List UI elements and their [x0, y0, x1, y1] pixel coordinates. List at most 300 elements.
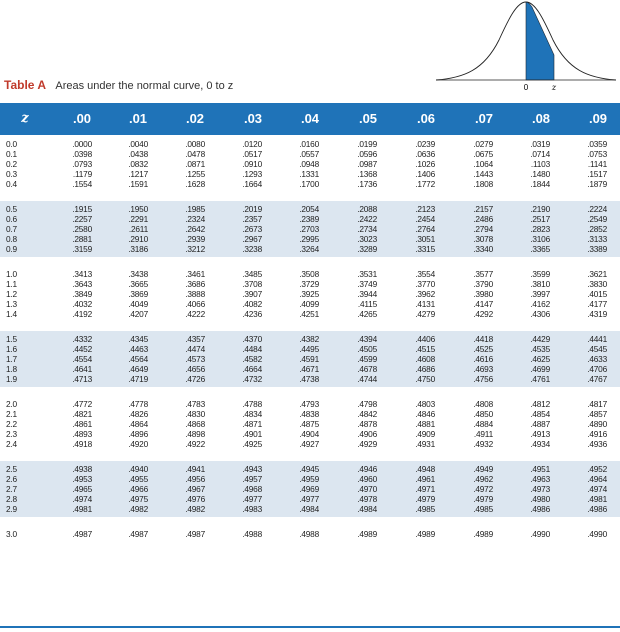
area-value: .3621 — [587, 269, 607, 279]
area-value: .2910 — [128, 234, 148, 244]
area-value: .4441 — [587, 334, 607, 344]
area-value: .4834 — [242, 409, 262, 419]
normal-curve-figure — [434, 0, 620, 92]
area-value: .4821 — [72, 409, 92, 419]
area-value: .1772 — [415, 179, 435, 189]
table-row — [0, 204, 620, 214]
area-value: .3340 — [473, 244, 493, 254]
z-value: 0.9 — [6, 244, 17, 254]
z-value: 2.4 — [6, 439, 17, 449]
area-value: .1844 — [530, 179, 550, 189]
table-row — [0, 374, 620, 384]
z-value: 1.6 — [6, 344, 17, 354]
table-row — [0, 419, 620, 429]
area-value: .4929 — [357, 439, 377, 449]
area-value: .4871 — [242, 419, 262, 429]
area-value: .3438 — [128, 269, 148, 279]
area-value: .4772 — [72, 399, 92, 409]
area-value: .4798 — [357, 399, 377, 409]
area-value: .4988 — [242, 529, 262, 539]
col-head-04: .04 — [300, 111, 320, 126]
area-value: .4429 — [530, 334, 550, 344]
table-row — [0, 269, 620, 279]
area-value: .4582 — [242, 354, 262, 364]
area-value: .3051 — [415, 234, 435, 244]
area-value: .4744 — [357, 374, 377, 384]
area-value: .4115 — [357, 299, 377, 309]
table-row — [0, 169, 620, 179]
area-value: .4920 — [128, 439, 148, 449]
area-value: .1368 — [357, 169, 377, 179]
area-value: .4989 — [473, 529, 493, 539]
area-value: .4945 — [299, 464, 319, 474]
area-value: .4830 — [185, 409, 205, 419]
table-row — [0, 139, 620, 149]
area-value: .4015 — [587, 289, 607, 299]
table-row — [0, 529, 620, 539]
area-value: .4956 — [185, 474, 205, 484]
area-value: .4961 — [415, 474, 435, 484]
area-value: .3577 — [473, 269, 493, 279]
area-value: .4985 — [415, 504, 435, 514]
area-value: .4750 — [415, 374, 435, 384]
area-value: .4989 — [415, 529, 435, 539]
area-value: .0040 — [128, 139, 148, 149]
table-row — [0, 354, 620, 364]
area-value: .0987 — [357, 159, 377, 169]
area-value: .4591 — [299, 354, 319, 364]
area-value: .0517 — [242, 149, 262, 159]
z-value: 0.3 — [6, 169, 17, 179]
z-value: 1.1 — [6, 279, 17, 289]
z-value: 1.0 — [6, 269, 17, 279]
z-value: 1.4 — [6, 309, 17, 319]
area-value: .4147 — [473, 299, 493, 309]
area-value: .4931 — [415, 439, 435, 449]
area-value: .1554 — [72, 179, 92, 189]
area-value: .4222 — [185, 309, 205, 319]
area-value: .4418 — [473, 334, 493, 344]
area-value: .4099 — [299, 299, 319, 309]
area-value: .1255 — [185, 169, 205, 179]
area-value: .4082 — [242, 299, 262, 309]
table-row — [0, 429, 620, 439]
table-body — [0, 135, 620, 625]
area-value: .4599 — [357, 354, 377, 364]
area-value: .1985 — [185, 204, 205, 214]
area-value: .4976 — [185, 494, 205, 504]
area-value: .4987 — [128, 529, 148, 539]
area-value: .2324 — [185, 214, 205, 224]
area-value: .4918 — [72, 439, 92, 449]
area-value: .2190 — [530, 204, 550, 214]
area-value: .4951 — [530, 464, 550, 474]
area-value: .3888 — [185, 289, 205, 299]
area-value: .2734 — [357, 224, 377, 234]
area-value: .4925 — [242, 439, 262, 449]
area-value: .0319 — [530, 139, 550, 149]
area-value: .2939 — [185, 234, 205, 244]
area-value: .4901 — [242, 429, 262, 439]
z-value: 2.8 — [6, 494, 17, 504]
area-value: .4817 — [587, 399, 607, 409]
area-value: .4887 — [530, 419, 550, 429]
table-row — [0, 364, 620, 374]
z-value: 0.2 — [6, 159, 17, 169]
area-value: .4842 — [357, 409, 377, 419]
area-value: .4032 — [72, 299, 92, 309]
z-value: 0.0 — [6, 139, 17, 149]
area-value: .4452 — [72, 344, 92, 354]
area-value: .4979 — [415, 494, 435, 504]
bottom-rule — [0, 626, 620, 628]
col-head-01: .01 — [128, 111, 148, 126]
area-value: .4981 — [72, 504, 92, 514]
area-value: .4664 — [242, 364, 262, 374]
area-value: .4292 — [473, 309, 493, 319]
area-value: .1950 — [128, 204, 148, 214]
area-value: .4706 — [587, 364, 607, 374]
area-value: .0239 — [415, 139, 435, 149]
table-caption — [4, 78, 233, 92]
area-value: .4345 — [128, 334, 148, 344]
area-value: .4965 — [72, 484, 92, 494]
area-value: .4957 — [242, 474, 262, 484]
area-value: .4812 — [530, 399, 550, 409]
table-title: Areas under the normal curve, 0 to z — [55, 80, 234, 92]
area-value: .4911 — [473, 429, 493, 439]
area-value: .4699 — [530, 364, 550, 374]
table-header — [0, 103, 620, 135]
area-value: .3365 — [530, 244, 550, 254]
area-value: .4986 — [530, 504, 550, 514]
area-value: .3830 — [587, 279, 607, 289]
z-value: 2.5 — [6, 464, 17, 474]
area-value: .3078 — [473, 234, 493, 244]
table-label: Table A — [4, 78, 47, 92]
area-value: .3554 — [415, 269, 435, 279]
area-value: .4964 — [587, 474, 607, 484]
area-value: .1480 — [530, 169, 550, 179]
area-value: .4162 — [530, 299, 550, 309]
area-value: .0160 — [299, 139, 319, 149]
area-value: .3643 — [72, 279, 92, 289]
area-value: .4656 — [185, 364, 205, 374]
col-head-08: .08 — [531, 111, 551, 126]
area-value: .0675 — [473, 149, 493, 159]
area-value: .1443 — [473, 169, 493, 179]
col-head-03: .03 — [243, 111, 263, 126]
area-value: .3133 — [587, 234, 607, 244]
area-value: .3389 — [587, 244, 607, 254]
area-value: .4927 — [299, 439, 319, 449]
area-value: .1406 — [415, 169, 435, 179]
area-value: .4987 — [72, 529, 92, 539]
area-value: .4952 — [587, 464, 607, 474]
area-value: .4932 — [473, 439, 493, 449]
area-value: .3485 — [242, 269, 262, 279]
area-value: .0438 — [128, 149, 148, 159]
area-value: .4973 — [530, 484, 550, 494]
area-value: .4978 — [357, 494, 377, 504]
area-value: .2123 — [415, 204, 435, 214]
area-value: .4969 — [299, 484, 319, 494]
area-value: .4974 — [72, 494, 92, 504]
area-value: .4495 — [299, 344, 319, 354]
area-value: .4959 — [299, 474, 319, 484]
area-value: .4909 — [415, 429, 435, 439]
area-value: .4616 — [473, 354, 493, 364]
area-value: .4251 — [299, 309, 319, 319]
area-value: .4693 — [473, 364, 493, 374]
area-value: .4608 — [415, 354, 435, 364]
area-value: .2703 — [299, 224, 319, 234]
area-value: .4535 — [530, 344, 550, 354]
area-value: .4967 — [185, 484, 205, 494]
area-value: .3264 — [299, 244, 319, 254]
area-value: .2291 — [128, 214, 148, 224]
area-value: .4878 — [357, 419, 377, 429]
area-value: .4732 — [242, 374, 262, 384]
area-value: .4192 — [72, 309, 92, 319]
area-value: .4916 — [587, 429, 607, 439]
area-value: .2257 — [72, 214, 92, 224]
area-value: .4960 — [357, 474, 377, 484]
area-value: .2881 — [72, 234, 92, 244]
area-value: .4761 — [530, 374, 550, 384]
area-value: .4808 — [473, 399, 493, 409]
area-value: .2995 — [299, 234, 319, 244]
area-value: .3508 — [299, 269, 319, 279]
area-value: .1064 — [473, 159, 493, 169]
area-value: .4505 — [357, 344, 377, 354]
area-value: .3686 — [185, 279, 205, 289]
area-value: .2580 — [72, 224, 92, 234]
area-value: .1915 — [72, 204, 92, 214]
table-row — [0, 504, 620, 514]
area-value: .3980 — [473, 289, 493, 299]
area-value: .3849 — [72, 289, 92, 299]
area-value: .4881 — [415, 419, 435, 429]
area-value: .2157 — [473, 204, 493, 214]
area-value: .4974 — [587, 484, 607, 494]
table-row — [0, 234, 620, 244]
area-value: .4984 — [357, 504, 377, 514]
area-value: .4896 — [128, 429, 148, 439]
area-value: .0948 — [299, 159, 319, 169]
area-value: .3461 — [185, 269, 205, 279]
z-value: 0.1 — [6, 149, 17, 159]
z-value: 1.5 — [6, 334, 17, 344]
area-value: .4525 — [473, 344, 493, 354]
area-value: .4979 — [473, 494, 493, 504]
area-value: .4861 — [72, 419, 92, 429]
area-value: .3962 — [415, 289, 435, 299]
area-value: .1179 — [72, 169, 92, 179]
z-value: 2.3 — [6, 429, 17, 439]
table-row — [0, 289, 620, 299]
area-value: .3729 — [299, 279, 319, 289]
area-value: .4554 — [72, 354, 92, 364]
area-value: .1331 — [299, 169, 319, 179]
area-value: .4989 — [357, 529, 377, 539]
area-value: .3790 — [473, 279, 493, 289]
area-value: .4573 — [185, 354, 205, 364]
area-value: .4474 — [185, 344, 205, 354]
table-row — [0, 399, 620, 409]
area-value: .4279 — [415, 309, 435, 319]
area-value: .3238 — [242, 244, 262, 254]
area-value: .4177 — [587, 299, 607, 309]
area-value: .1736 — [357, 179, 377, 189]
area-value: .2794 — [473, 224, 493, 234]
area-value: .1217 — [128, 169, 148, 179]
table-row — [0, 344, 620, 354]
area-value: .2517 — [530, 214, 550, 224]
area-value: .4131 — [415, 299, 435, 309]
table-row — [0, 309, 620, 319]
area-value: .0557 — [299, 149, 319, 159]
table-row — [0, 224, 620, 234]
area-value: .4545 — [587, 344, 607, 354]
area-value: .4406 — [415, 334, 435, 344]
area-value: .4803 — [415, 399, 435, 409]
table-row — [0, 244, 620, 254]
z-value: 3.0 — [6, 529, 17, 539]
area-value: .0359 — [587, 139, 607, 149]
area-value: .4966 — [128, 484, 148, 494]
area-value: .3023 — [357, 234, 377, 244]
area-value: .4846 — [415, 409, 435, 419]
area-value: .2549 — [587, 214, 607, 224]
area-value: .2764 — [415, 224, 435, 234]
area-value: .4953 — [72, 474, 92, 484]
area-value: .4977 — [242, 494, 262, 504]
area-value: .2422 — [357, 214, 377, 224]
area-value: .0636 — [415, 149, 435, 159]
area-value: .0793 — [72, 159, 92, 169]
area-value: .4990 — [587, 529, 607, 539]
area-value: .4686 — [415, 364, 435, 374]
col-head-z: z — [21, 111, 29, 126]
z-value: 2.6 — [6, 474, 17, 484]
area-value: .4968 — [242, 484, 262, 494]
area-value: .2611 — [128, 224, 148, 234]
table-row — [0, 439, 620, 449]
z-value: 0.7 — [6, 224, 17, 234]
area-value: .4988 — [299, 529, 319, 539]
area-value: .3944 — [357, 289, 377, 299]
area-value: .4898 — [185, 429, 205, 439]
area-value: .2967 — [242, 234, 262, 244]
area-value: .1517 — [587, 169, 607, 179]
area-value: .3315 — [415, 244, 435, 254]
table-row — [0, 214, 620, 224]
col-head-07: .07 — [474, 111, 494, 126]
z-label: z — [551, 83, 557, 92]
area-value: .2389 — [299, 214, 319, 224]
table-row — [0, 179, 620, 189]
area-value: .1700 — [299, 179, 319, 189]
area-value: .1026 — [415, 159, 435, 169]
area-value: .4756 — [473, 374, 493, 384]
area-value: .3810 — [530, 279, 550, 289]
area-value: .2642 — [185, 224, 205, 234]
area-value: .1628 — [185, 179, 205, 189]
area-value: .4633 — [587, 354, 607, 364]
col-head-02: .02 — [185, 111, 205, 126]
area-value: .4890 — [587, 419, 607, 429]
area-value: .4838 — [299, 409, 319, 419]
area-value: .4319 — [587, 309, 607, 319]
area-value: .4972 — [473, 484, 493, 494]
z-value: 2.9 — [6, 504, 17, 514]
area-value: .2019 — [242, 204, 262, 214]
area-value: .4767 — [587, 374, 607, 384]
area-value: .3708 — [242, 279, 262, 289]
table-row — [0, 149, 620, 159]
area-value: .2823 — [530, 224, 550, 234]
area-value: .4963 — [530, 474, 550, 484]
area-value: .0199 — [357, 139, 377, 149]
area-value: .4738 — [299, 374, 319, 384]
area-value: .4977 — [299, 494, 319, 504]
area-value: .3925 — [299, 289, 319, 299]
area-value: .4066 — [185, 299, 205, 309]
area-value: .4955 — [128, 474, 148, 484]
area-value: .4049 — [128, 299, 148, 309]
table-row — [0, 409, 620, 419]
area-value: .4940 — [128, 464, 148, 474]
area-value: .0398 — [72, 149, 92, 159]
area-value: .4678 — [357, 364, 377, 374]
area-value: .1293 — [242, 169, 262, 179]
area-value: .0279 — [473, 139, 493, 149]
z-value: 2.1 — [6, 409, 17, 419]
area-value: .4357 — [185, 334, 205, 344]
zero-label: 0 — [523, 83, 529, 92]
area-value: .3770 — [415, 279, 435, 289]
area-value: .0753 — [587, 149, 607, 159]
area-value: .4986 — [587, 504, 607, 514]
col-head-05: .05 — [358, 111, 378, 126]
z-value: 1.3 — [6, 299, 17, 309]
area-value: .4904 — [299, 429, 319, 439]
area-value: .2357 — [242, 214, 262, 224]
area-value: .1664 — [242, 179, 262, 189]
z-value: 0.6 — [6, 214, 17, 224]
area-value: .3413 — [72, 269, 92, 279]
area-value: .4949 — [473, 464, 493, 474]
area-value: .0478 — [185, 149, 205, 159]
area-value: .4984 — [299, 504, 319, 514]
area-value: .2088 — [357, 204, 377, 214]
area-value: .4875 — [299, 419, 319, 429]
z-value: 1.7 — [6, 354, 17, 364]
area-value: .2852 — [587, 224, 607, 234]
area-value: .4985 — [473, 504, 493, 514]
area-value: .2224 — [587, 204, 607, 214]
area-value: .0080 — [185, 139, 205, 149]
z-value: 2.7 — [6, 484, 17, 494]
area-value: .4649 — [128, 364, 148, 374]
area-value: .4265 — [357, 309, 377, 319]
area-value: .0596 — [357, 149, 377, 159]
area-value: .3665 — [128, 279, 148, 289]
area-value: .2486 — [473, 214, 493, 224]
area-value: .4484 — [242, 344, 262, 354]
area-value: .4370 — [242, 334, 262, 344]
